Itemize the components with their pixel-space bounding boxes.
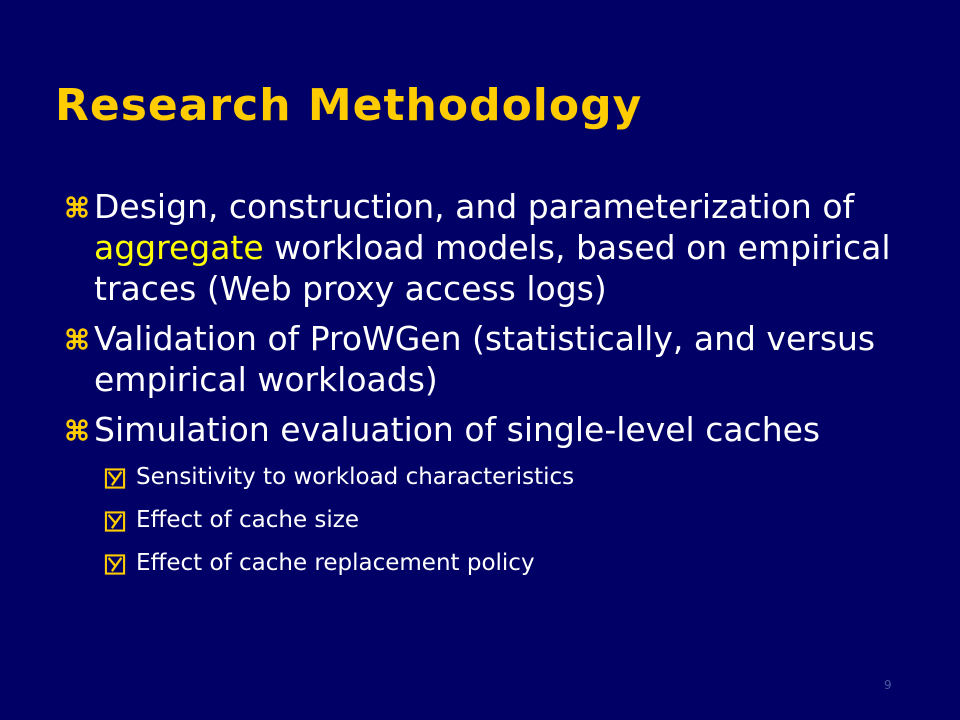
subbullet-text: Effect of cache replacement policy	[136, 550, 535, 576]
subbullet-item	[104, 456, 924, 499]
subbullet-text: Sensitivity to workload characteristics	[136, 464, 575, 490]
subbullet-item	[104, 542, 924, 585]
bullet-item	[64, 409, 924, 585]
bullet-text: Validation of ProWGen (statistically, and versus empirical workloads)	[94, 319, 876, 399]
highlighted-term: aggregate	[94, 228, 264, 267]
bullet-item	[64, 186, 924, 309]
slide-title: Research Methodology	[55, 80, 643, 131]
subbullet-list	[104, 456, 924, 585]
bullet-text: Simulation evaluation of single-level caches	[94, 410, 821, 449]
bullet-list	[64, 186, 924, 594]
command-key-icon	[64, 325, 90, 353]
checkbox-x-icon	[104, 554, 126, 575]
checkbox-x-icon	[104, 511, 126, 532]
bullet-text-after: workload models, based on empirical traces (Web proxy access logs)	[94, 228, 891, 308]
bullet-text-before: Design, construction, and parameterization of	[94, 187, 855, 226]
command-key-icon	[64, 193, 90, 221]
subbullet-text: Effect of cache size	[136, 507, 360, 533]
checkbox-x-icon	[104, 468, 126, 489]
command-key-icon	[64, 416, 90, 444]
page-number: 9	[884, 678, 892, 692]
subbullet-item	[104, 499, 924, 542]
bullet-item	[64, 318, 924, 400]
